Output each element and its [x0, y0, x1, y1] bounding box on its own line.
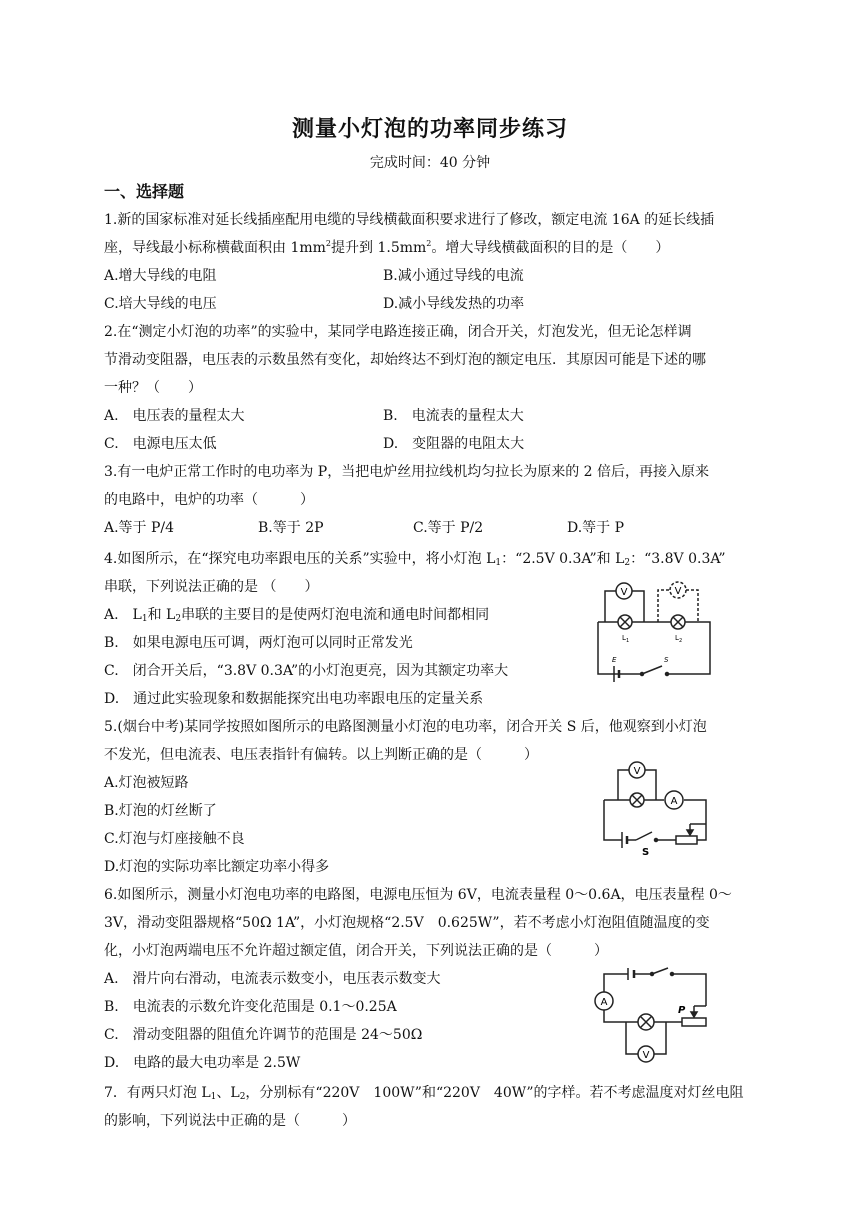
q4-fig-voltmeter2-label: V [674, 586, 682, 597]
q5-line-2: 不发光，但电流表、电压表指针有偏转。以上判断正确的是（ ） [104, 747, 538, 763]
q1-line-1: 1.新的国家标准对延长线插座配用电缆的导线横截面积要求进行了修改，额定电流 16A 的延长线插 [104, 212, 715, 228]
q4-option-c: C. 闭合开关后，“3.8V 0.3A”的小灯泡更亮，因为其额定功率大 [104, 663, 509, 679]
q2-option-d: D. 变阻器的电阻太大 [383, 436, 525, 452]
q7-text-a: 7．有两只灯泡 L [104, 1085, 211, 1101]
q6-option-a: A. 滑片向右滑动，电流表示数变小，电压表示数变大 [104, 971, 441, 987]
q4-fig-voltmeter-label: V [620, 587, 628, 598]
q6-fig-voltmeter-label: V [642, 1050, 650, 1061]
q7-sub-2: 2 [239, 1092, 246, 1102]
q6-line-3: 化，小灯泡两端电压不允许超过额定值，闭合开关，下列说法正确的是（ ） [104, 943, 608, 959]
q4-line-1 [104, 548, 726, 568]
q1-text-b: 提升到 1.5mm [331, 240, 427, 256]
q1-sup-b: 2 [426, 239, 432, 248]
q5-option-c: C.灯泡与灯座接触不良 [104, 831, 245, 847]
q3-option-c: C.等于 P/2 [413, 520, 484, 536]
q3-option-d: D.等于 P [567, 520, 625, 536]
q4-fig-s-label: S [664, 656, 669, 664]
q1-option-c: C.培大导线的电压 [104, 296, 217, 312]
q1-option-b: B.减小通过导线的电流 [383, 268, 524, 284]
q4-fig-l1-sub: 1 [626, 638, 630, 644]
q2-option-a: A. 电压表的量程太大 [104, 408, 245, 424]
q4-option-d: D. 通过此实验现象和数据能探究出电功率跟电压的定量关系 [104, 691, 484, 707]
q6-line-2: 3V，滑动变阻器规格“50Ω 1A”，小灯泡规格“2.5V 0.625W”，若不考虑小灯泡阻值随温度的变 [104, 915, 710, 931]
q4-fig-l2-label: L [675, 634, 679, 642]
q7-line-2: 的影响，下列说法中正确的是（ ） [104, 1113, 356, 1129]
q3-option-b: B.等于 2P [258, 520, 324, 536]
q4-option-a-text-3: 串联的主要目的是使两灯泡电流和通电时间都相同 [181, 607, 490, 623]
q5-option-b: B.灯泡的灯丝断了 [104, 803, 217, 819]
q6-fig-slider-label: P [678, 1005, 686, 1016]
q1-option-a: A.增大导线的电阻 [104, 268, 217, 284]
q5-circuit-diagram [598, 760, 714, 856]
q1-sup-a: 2 [325, 239, 332, 248]
q4-text-b: ：“2.5V 0.3A”和 L [501, 551, 625, 567]
section-heading: 一、选择题 [104, 182, 185, 201]
time-note: 完成时间：40 分钟 [369, 155, 491, 171]
q4-option-a-sub-2: 2 [175, 614, 182, 624]
q6-fig-ammeter-label: A [600, 997, 608, 1008]
q4-option-a-sub-1: 1 [141, 614, 148, 624]
q4-circuit-diagram [592, 578, 716, 684]
q2-line-3: 一种？（ ） [104, 380, 202, 396]
q4-fig-l2-sub: 2 [679, 638, 683, 644]
q6-line-1: 6.如图所示，测量小灯泡电功率的电路图，电源电压恒为 6V，电流表量程 0～0.6A，电压表量程 0～ [104, 887, 732, 903]
q3-option-a: A.等于 P/4 [104, 520, 175, 536]
q6-option-b: B. 电流表的示数允许变化范围是 0.1～0.25A [104, 999, 397, 1015]
q4-option-a [104, 604, 489, 624]
q4-text-c: ：“3.8V 0.3A” [630, 551, 726, 567]
page-title: 测量小灯泡的功率同步练习 [291, 116, 568, 142]
q1-text-a: 座，导线最小标称横截面积由 1mm [104, 240, 326, 256]
q1-text-c: 。增大导线横截面积的目的是（ ） [431, 240, 670, 256]
q6-option-d: D. 电路的最大电功率是 2.5W [104, 1055, 301, 1071]
q4-text-a: 4.如图所示，在“探究电功率跟电压的关系”实验中，将小灯泡 L [104, 551, 496, 567]
q4-fig-l1-label: L [622, 634, 626, 642]
q5-fig-ammeter-label: A [670, 796, 678, 807]
q5-fig-voltmeter-label: V [633, 766, 641, 777]
q2-option-c: C. 电源电压太低 [104, 436, 217, 452]
q2-option-b: B. 电流表的量程太大 [383, 408, 524, 424]
q6-circuit-diagram [590, 966, 714, 1066]
q4-sub-2: 2 [624, 558, 631, 568]
q4-line-2: 串联，下列说法正确的是 （ ） [104, 579, 319, 595]
q7-text-c: ，分别标有“220V 100W”和“220V 40W”的字样。若不考虑温度对灯丝电阻 [245, 1085, 744, 1101]
q5-line-1: 5.(烟台中考)某同学按照如图所示的电路图测量小灯泡的电功率，闭合开关 S 后，他观察到小灯泡 [104, 719, 707, 735]
q4-fig-e-label: E [612, 656, 617, 664]
q5-option-d: D.灯泡的实际功率比额定功率小得多 [104, 859, 330, 875]
q1-option-d: D.减小导线发热的功率 [383, 296, 525, 312]
q4-sub-1: 1 [495, 558, 502, 568]
q4-option-a-text-2: 和 L [147, 607, 176, 623]
q2-line-2: 节滑动变阻器，电压表的示数虽然有变化，却始终达不到灯泡的额定电压．其原因可能是下述的哪 [104, 352, 706, 368]
q6-option-c: C. 滑动变阻器的阻值允许调节的范围是 24～50Ω [104, 1027, 423, 1043]
q2-line-1: 2.在“测定小灯泡的功率”的实验中，某同学电路连接正确，闭合开关，灯泡发光，但无论怎样调 [104, 324, 692, 340]
q3-line-1: 3.有一电炉正常工作时的电功率为 P，当把电炉丝用拉线机均匀拉长为原来的 2 倍后，再接入原来 [104, 464, 710, 480]
q5-option-a: A.灯泡被短路 [104, 775, 189, 791]
q4-option-b: B. 如果电源电压可调，两灯泡可以同时正常发光 [104, 635, 413, 651]
q4-option-a-text-1: A. L [104, 607, 142, 623]
q5-fig-switch-label: S [642, 847, 650, 856]
q1-line-2 [104, 237, 669, 257]
q7-sub-1: 1 [210, 1092, 217, 1102]
q7-text-b: 、L [216, 1085, 240, 1101]
q7-line-1 [104, 1082, 744, 1102]
q3-line-2: 的电路中，电炉的功率（ ） [104, 492, 314, 508]
